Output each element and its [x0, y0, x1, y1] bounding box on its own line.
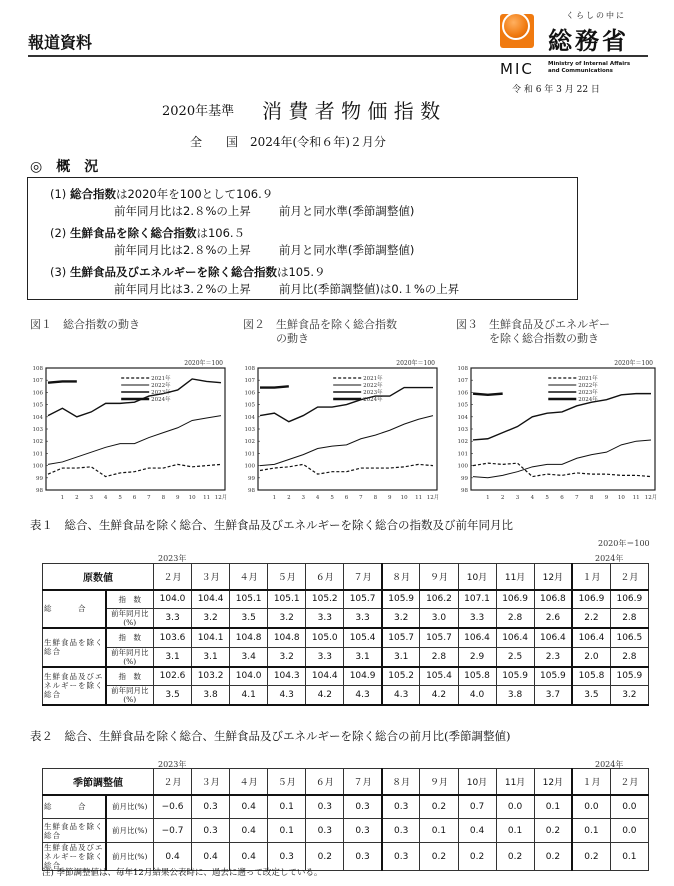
table-cell: 106.4: [458, 628, 496, 647]
table-row: [43, 686, 649, 706]
x-tick-label: 3: [515, 495, 520, 501]
table-cell: 2.8: [610, 647, 648, 667]
month-header: ７月: [344, 769, 382, 795]
table-cell: 3.1: [344, 647, 382, 667]
x-tick-label: 4: [530, 495, 535, 501]
header-divider: [28, 55, 648, 57]
table-cell: 0.2: [534, 819, 572, 843]
table-cell: 3.2: [382, 609, 420, 629]
table-1: [42, 563, 649, 706]
y-tick-label: 99: [461, 475, 468, 482]
table-cell: 0.3: [192, 819, 230, 843]
x-tick-label: 6: [560, 495, 564, 501]
table-cell: 0.1: [572, 819, 610, 843]
month-header: 11月: [496, 769, 534, 795]
x-tick-label: 8: [589, 495, 594, 501]
table-cell: 4.3: [268, 686, 306, 706]
month-header: ８月: [382, 564, 420, 590]
chart-core-cpi: [240, 352, 445, 507]
table-cell: 106.4: [572, 628, 610, 647]
table-cell: 0.1: [420, 819, 458, 843]
figure-3-title: 図３ 生鮮食品及びエネルギー を除く総合指数の動き: [456, 318, 610, 345]
legend-label: 2023年: [578, 390, 598, 396]
table-cell: 2.0: [572, 647, 610, 667]
row-group-label: 生鮮食品及びエネルギーを除く総合: [43, 667, 106, 706]
table-cell: 3.1: [192, 647, 230, 667]
table-cell: 0.2: [306, 843, 344, 871]
overview-item-3: (3) 生鮮食品及びエネルギーを除く総合指数は105.９: [50, 265, 326, 279]
series-line-2021: [48, 464, 221, 476]
y-tick-label: 107: [32, 378, 43, 385]
x-tick-label: 12月: [214, 495, 228, 501]
table-cell: 0.1: [268, 819, 306, 843]
row-label: 指 数: [106, 590, 154, 609]
month-header: ５月: [268, 564, 306, 590]
series-line-2022: [48, 416, 221, 465]
month-header: 12月: [534, 769, 572, 795]
table-cell: 0.2: [496, 843, 534, 871]
table-cell: 104.8: [230, 628, 268, 647]
table-row: [43, 795, 649, 819]
table-cell: 106.4: [534, 628, 572, 647]
row-label: 前年同月比(%): [106, 609, 154, 629]
y-tick-label: 99: [36, 475, 43, 482]
month-header: １月: [572, 564, 610, 590]
ministry-name: 総務省: [548, 27, 629, 55]
table-cell: 2.8: [420, 647, 458, 667]
month-header: 10月: [458, 769, 496, 795]
y-tick-label: 108: [457, 366, 468, 372]
y-tick-label: 106: [457, 390, 468, 397]
x-tick-label: 3: [301, 495, 305, 501]
table-cell: 105.2: [306, 590, 344, 609]
table-cell: 0.3: [382, 795, 420, 819]
table-cell: 3.3: [306, 609, 344, 629]
table-cell: 105.4: [420, 667, 458, 686]
row-label: 前年同月比(%): [106, 647, 154, 667]
table-cell: 3.3: [458, 609, 496, 629]
table-cell: 104.1: [192, 628, 230, 647]
legend-label: 2024年: [363, 397, 383, 403]
table-1-title: 表１ 総合、生鮮食品を除く総合、生鮮食品及びエネルギーを除く総合の指数及び前年同月比: [30, 518, 513, 532]
overview-item-1: (1) 総合指数は2020年を100として106.９: [50, 187, 274, 201]
row-label: 前年同月比(%): [106, 686, 154, 706]
x-tick-label: 3: [89, 495, 93, 501]
y-tick-label: 105: [32, 402, 43, 409]
x-tick-label: 2: [500, 495, 505, 501]
y-tick-label: 98: [36, 488, 43, 494]
table-cell: 105.8: [572, 667, 610, 686]
table-cell: 0.1: [534, 795, 572, 819]
table-cell: 3.2: [192, 609, 230, 629]
y-tick-label: 107: [457, 378, 468, 385]
month-header: ２月: [154, 564, 192, 590]
y-tick-label: 101: [244, 451, 255, 458]
table-cell: 0.1: [268, 795, 306, 819]
x-tick-label: 10: [188, 495, 196, 501]
y-tick-label: 100: [32, 463, 43, 470]
x-tick-label: 10: [400, 495, 408, 501]
x-tick-label: 5: [545, 495, 549, 501]
x-tick-label: 12月: [426, 495, 440, 501]
ministry-logo: [500, 10, 650, 55]
table-cell: 105.8: [458, 667, 496, 686]
table-cell: 4.3: [382, 686, 420, 706]
table-cell: 3.3: [306, 647, 344, 667]
doc-type-label: 報道資料: [28, 33, 93, 52]
table-cell: 2.8: [496, 609, 534, 629]
x-tick-label: 4: [315, 495, 320, 501]
row-label: 前月比(%): [106, 843, 154, 871]
y-tick-label: 98: [248, 488, 255, 494]
table-cell: 0.2: [534, 843, 572, 871]
x-tick-label: 7: [575, 495, 579, 501]
y-tick-label: 102: [32, 439, 43, 446]
x-tick-label: 1: [486, 495, 490, 501]
x-tick-label: 9: [604, 495, 609, 501]
table-row: [43, 590, 649, 609]
overview-item-2: (2) 生鮮食品を除く総合指数は106.５: [50, 226, 246, 240]
table-cell: 0.4: [230, 795, 268, 819]
month-header: ９月: [420, 564, 458, 590]
table-cell: 2.3: [534, 647, 572, 667]
figure-2-title: 図２ 生鮮食品を除く総合指数 の動き: [243, 318, 397, 345]
table-cell: 3.8: [496, 686, 534, 706]
table-cell: 102.6: [154, 667, 192, 686]
table-row: [43, 628, 649, 647]
table-cell: 3.5: [230, 609, 268, 629]
table-cell: 2.9: [458, 647, 496, 667]
table-cell: 0.2: [572, 843, 610, 871]
table-cell: 4.2: [420, 686, 458, 706]
table-cell: 105.4: [344, 628, 382, 647]
y-tick-label: 100: [244, 463, 255, 470]
chart-headline-cpi: [28, 352, 233, 507]
table-cell: 106.9: [572, 590, 610, 609]
table-row: [43, 647, 649, 667]
row-group-label: 生鮮食品を除く総合: [43, 819, 106, 843]
table-cell: 105.7: [382, 628, 420, 647]
table-cell: 3.5: [154, 686, 192, 706]
x-tick-label: 10: [617, 495, 625, 501]
page-subtitle: 全 国 2024年(令和６年)２月分: [190, 135, 386, 149]
x-tick-label: 7: [147, 495, 151, 501]
table-cell: 0.3: [382, 819, 420, 843]
logo-tagline: くらしの中に: [566, 11, 626, 20]
month-header: 12月: [534, 564, 572, 590]
month-header: ５月: [268, 769, 306, 795]
table-cell: 2.8: [610, 609, 648, 629]
month-header: ７月: [344, 564, 382, 590]
x-tick-label: 11: [415, 495, 423, 501]
table-cell: 3.8: [192, 686, 230, 706]
table-cell: 3.1: [154, 647, 192, 667]
table-cell: 0.4: [230, 843, 268, 871]
x-tick-label: 9: [176, 495, 180, 501]
month-header: ３月: [192, 769, 230, 795]
table-cell: 0.3: [268, 843, 306, 871]
table-2-year-2024: 2024年: [595, 760, 624, 769]
row-label: 前月比(%): [106, 795, 154, 819]
table-cell: 106.2: [420, 590, 458, 609]
page-title: 消 費 者 物 価 指 数: [262, 99, 441, 123]
x-tick-label: 1: [272, 495, 277, 501]
release-date: 令 和 6 年 3 月 22 日: [512, 85, 600, 95]
table-cell: 105.9: [610, 667, 648, 686]
table-cell: 0.1: [496, 819, 534, 843]
legend-label: 2021年: [151, 376, 171, 382]
y-tick-label: 108: [32, 366, 43, 372]
y-tick-label: 99: [248, 475, 255, 482]
y-tick-label: 101: [457, 451, 468, 458]
x-tick-label: 1: [60, 495, 65, 501]
x-tick-label: 8: [373, 495, 378, 501]
x-tick-label: 2: [287, 495, 291, 501]
table-cell: 105.2: [382, 667, 420, 686]
x-tick-label: 11: [632, 495, 640, 501]
table-cell: 0.0: [610, 819, 648, 843]
table-cell: 106.9: [610, 590, 648, 609]
y-tick-label: 98: [461, 488, 468, 494]
y-tick-label: 105: [244, 402, 255, 409]
row-label: 指 数: [106, 667, 154, 686]
table-cell: 0.4: [192, 843, 230, 871]
title-base: 2020年基準: [162, 104, 235, 119]
month-header: ６月: [306, 564, 344, 590]
y-tick-label: 105: [457, 402, 468, 409]
table-cell: 0.3: [192, 795, 230, 819]
legend-label: 2023年: [151, 390, 171, 396]
row-label: 指 数: [106, 628, 154, 647]
table-cell: 103.6: [154, 628, 192, 647]
series-line-2021: [473, 463, 651, 476]
table-cell: 104.9: [344, 667, 382, 686]
table-2: [42, 768, 649, 871]
legend-label: 2021年: [363, 376, 383, 382]
table-2-year-2023: 2023年: [158, 760, 187, 769]
x-tick-label: 9: [388, 495, 392, 501]
mic-english: Ministry of Internal Affairs and Communications: [548, 61, 631, 74]
month-header: ２月: [610, 564, 648, 590]
chart-unit-label: 2020年＝100: [184, 360, 223, 367]
table-row: [43, 667, 649, 686]
table-cell: 0.3: [306, 795, 344, 819]
y-tick-label: 100: [457, 463, 468, 470]
legend-label: 2024年: [151, 397, 171, 403]
series-line-2022: [473, 440, 651, 478]
table-cell: 0.2: [458, 843, 496, 871]
table-cell: 104.4: [306, 667, 344, 686]
x-tick-label: 6: [132, 495, 137, 501]
table-cell: 104.4: [192, 590, 230, 609]
y-tick-label: 104: [244, 414, 255, 421]
month-header: ４月: [230, 564, 268, 590]
row-group-label: 生鮮食品を除く総合: [43, 628, 106, 667]
overview-box: (1) 総合指数は2020年を100として106.９ 前年同月比は2.８%の上昇 前月と同水準(季節調整値) (2) 生鮮食品を除く総合指数は106.５ 前年同月比は2.８%の上昇 前月と同水準(季節調整値) (3) 生鮮食品及びエネルギーを除く総合指数は105.９ 前年同月比は3.２%の上昇 前月比(季節調整値)は0.１%の上昇: [27, 177, 578, 300]
table-cell: 3.7: [534, 686, 572, 706]
row-group-label: 総 合: [43, 590, 106, 629]
y-tick-label: 107: [244, 378, 255, 385]
month-header: ３月: [192, 564, 230, 590]
y-tick-label: 103: [32, 427, 43, 433]
row-group-label: 生鮮食品及びエネルギーを除く総合: [44, 843, 104, 870]
table-cell: 4.1: [230, 686, 268, 706]
month-header: 10月: [458, 564, 496, 590]
legend-label: 2022年: [151, 383, 171, 389]
table-cell: 104.8: [268, 628, 306, 647]
table-cell: 105.9: [534, 667, 572, 686]
month-header: ６月: [306, 769, 344, 795]
table-cell: 106.4: [496, 628, 534, 647]
legend-label: 2024年: [578, 397, 598, 403]
table-cell: 105.1: [268, 590, 306, 609]
legend-label: 2023年: [363, 390, 383, 396]
table-cell: 0.3: [382, 843, 420, 871]
x-tick-label: 8: [161, 495, 166, 501]
x-tick-label: 5: [118, 495, 122, 501]
y-tick-label: 104: [457, 414, 468, 421]
table-cell: 3.1: [382, 647, 420, 667]
table-cell: 0.3: [306, 819, 344, 843]
table-cell: 3.4: [230, 647, 268, 667]
table-header-label: 季節調整値: [43, 769, 154, 795]
table-cell: 105.1: [230, 590, 268, 609]
table-1-year-2023: 2023年: [158, 554, 187, 563]
y-tick-label: 108: [244, 366, 255, 372]
table-1-unit: 2020年＝100: [598, 539, 650, 548]
table-cell: 0.3: [344, 843, 382, 871]
month-header: ８月: [382, 769, 420, 795]
table-2-note: 注) 季節調整値は、毎年12月結果公表時に、過去に遡って改定している。: [42, 868, 323, 878]
table-cell: 0.4: [458, 819, 496, 843]
x-tick-label: 6: [344, 495, 349, 501]
overview-heading: ◎ 概 況: [30, 159, 99, 175]
table-cell: 106.8: [534, 590, 572, 609]
table-cell: 2.6: [534, 609, 572, 629]
plot-frame: [471, 368, 655, 490]
x-tick-label: 7: [359, 495, 363, 501]
table-cell: 105.9: [496, 667, 534, 686]
x-tick-label: 2: [75, 495, 79, 501]
table-cell: 3.3: [154, 609, 192, 629]
y-tick-label: 102: [457, 439, 468, 446]
table-cell: 105.0: [306, 628, 344, 647]
y-tick-label: 103: [244, 427, 255, 433]
x-tick-label: 4: [103, 495, 108, 501]
table-row: [43, 819, 649, 843]
table-cell: 0.0: [572, 795, 610, 819]
table-cell: 0.2: [420, 795, 458, 819]
row-label: 前月比(%): [106, 819, 154, 843]
series-line-2024: [260, 386, 289, 387]
table-cell: 3.2: [268, 647, 306, 667]
month-header: ４月: [230, 769, 268, 795]
figure-1-title: 図１ 総合指数の動き: [30, 318, 140, 331]
month-header: ２月: [154, 769, 192, 795]
table-cell: 104.3: [268, 667, 306, 686]
series-line-2023: [473, 394, 651, 440]
legend-label: 2022年: [578, 383, 598, 389]
x-tick-label: 11: [203, 495, 211, 501]
legend-label: 2022年: [363, 383, 383, 389]
table-cell: 105.9: [382, 590, 420, 609]
legend-label: 2021年: [578, 376, 598, 382]
y-tick-label: 103: [457, 427, 468, 433]
table-cell: 0.4: [230, 819, 268, 843]
table-cell: 4.3: [344, 686, 382, 706]
table-cell: −0.7: [154, 819, 192, 843]
series-line-2021: [260, 464, 433, 474]
x-tick-label: 5: [330, 495, 334, 501]
table-cell: 3.2: [268, 609, 306, 629]
table-cell: 0.1: [610, 843, 648, 871]
chart-core-core-cpi: [453, 352, 663, 507]
x-tick-label: 12月: [644, 495, 658, 501]
month-header: ２月: [610, 769, 648, 795]
series-line-2024: [473, 394, 503, 395]
chart-unit-label: 2020年＝100: [614, 360, 653, 367]
y-tick-label: 106: [244, 390, 255, 397]
table-cell: 105.7: [344, 590, 382, 609]
table-cell: 3.5: [572, 686, 610, 706]
month-header: 11月: [496, 564, 534, 590]
table-cell: 3.2: [610, 686, 648, 706]
table-1-year-2024: 2024年: [595, 554, 624, 563]
chart-unit-label: 2020年＝100: [396, 360, 435, 367]
table-2-title: 表２ 総合、生鮮食品を除く総合、生鮮食品及びエネルギーを除く総合の前月比(季節調整値): [30, 729, 511, 743]
table-cell: 107.1: [458, 590, 496, 609]
table-cell: 4.0: [458, 686, 496, 706]
month-header: １月: [572, 769, 610, 795]
table-cell: 2.5: [496, 647, 534, 667]
y-tick-label: 104: [32, 414, 43, 421]
table-cell: 105.7: [420, 628, 458, 647]
row-group-label: 総 合: [43, 795, 106, 819]
table-cell: 106.5: [610, 628, 648, 647]
table-cell: 104.0: [154, 590, 192, 609]
table-cell: 106.9: [496, 590, 534, 609]
table-cell: 2.2: [572, 609, 610, 629]
table-cell: 3.3: [344, 609, 382, 629]
mic-logo: MIC: [500, 60, 534, 78]
series-line-2022: [260, 416, 433, 466]
table-cell: −0.6: [154, 795, 192, 819]
table-cell: 0.2: [420, 843, 458, 871]
table-row: [43, 609, 649, 629]
table-header-label: 原数値: [43, 564, 154, 590]
table-cell: 0.3: [344, 819, 382, 843]
table-cell: 103.2: [192, 667, 230, 686]
y-tick-label: 101: [32, 451, 43, 458]
table-cell: 0.0: [610, 795, 648, 819]
table-cell: 0.7: [458, 795, 496, 819]
y-tick-label: 106: [32, 390, 43, 397]
table-cell: 0.3: [344, 795, 382, 819]
table-cell: 3.0: [420, 609, 458, 629]
y-tick-label: 102: [244, 439, 255, 446]
month-header: ９月: [420, 769, 458, 795]
table-cell: 4.2: [306, 686, 344, 706]
table-cell: 0.4: [154, 843, 192, 871]
table-cell: 104.0: [230, 667, 268, 686]
table-cell: 0.0: [496, 795, 534, 819]
series-line-2024: [48, 381, 77, 382]
